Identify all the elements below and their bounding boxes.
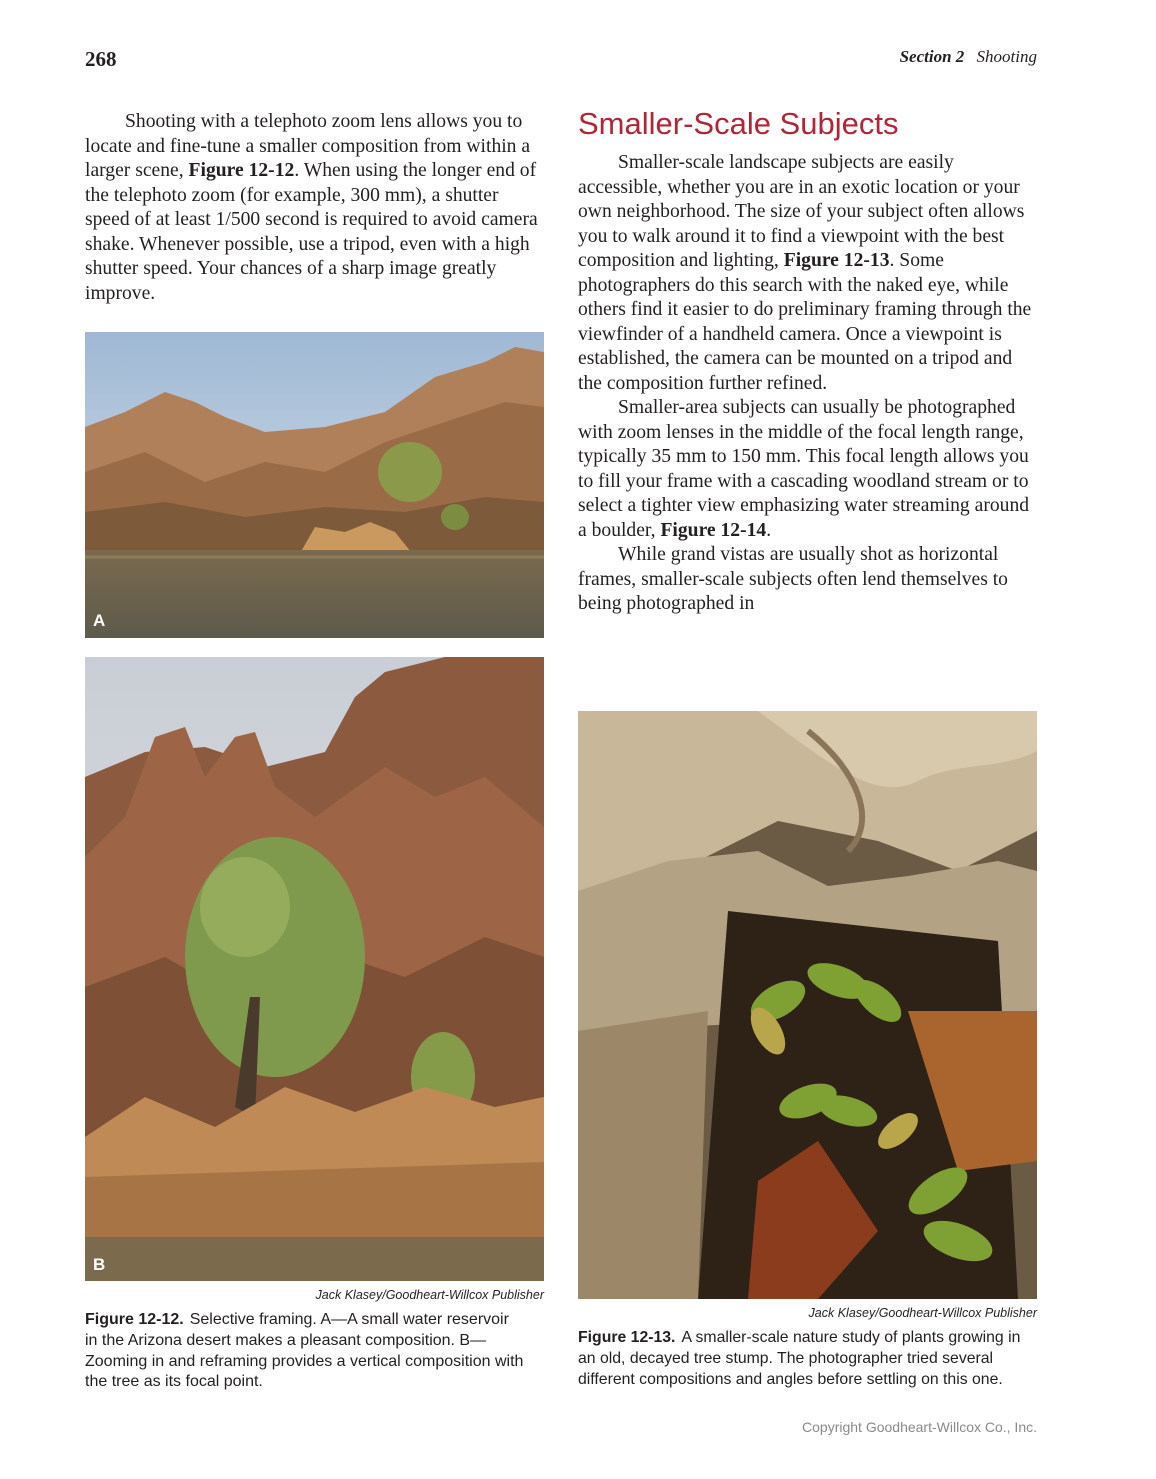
paragraph-text: While grand vistas are usually shot as horizontal frames, smaller-scale subjects often lend themselves to being photographed in: [578, 544, 1008, 614]
section-label: Section 2: [899, 47, 965, 66]
paragraph: [578, 396, 1038, 543]
caption-label: Figure 12-13.: [578, 1329, 676, 1346]
photo-tree-stump: [578, 711, 1037, 1299]
panel-label-b: B: [93, 1255, 106, 1274]
right-column-text: [578, 151, 1038, 617]
paragraph: [85, 110, 545, 306]
figure-reference: Figure 12-14: [660, 519, 767, 541]
caption-text: A smaller-scale nature study of plants growing in an old, decayed tree stump. The photographer tried several different compositions and angles before settling on this one.: [578, 1329, 1021, 1388]
left-column-text: [85, 110, 545, 306]
page-number: 268: [85, 47, 117, 71]
running-head: [900, 47, 1037, 67]
photo-credit: Jack Klasey/Goodheart-Willcox Publisher: [808, 1306, 1037, 1320]
paragraph-text: . Some photographers do this search with the naked eye, while others find it easier to do preliminary framing through the viewfinder of a handheld camera. Once a viewpoint is established, the camera can be mounted on a tripod and the composition further refined.: [578, 250, 1032, 394]
paragraph-text: Shooting with a telephoto zoom lens allows you to locate and fine-tune a smaller composition from within a larger scene,: [85, 111, 531, 181]
figure-caption: [85, 1310, 525, 1393]
paragraph-text: . When using the longer end of the telephoto zoom (for example, 300 mm), a shutter speed of at least 1/500 second is required to avoid camera shake. Whenever possible, use a tripod, even with a high shutter speed. Your chances of a sharp image greatly improve.: [85, 160, 538, 304]
section-title: Shooting: [976, 47, 1037, 66]
caption-label: Figure 12-12.: [85, 1311, 184, 1328]
figure-reference: Figure 12-13: [783, 250, 890, 271]
photo-credit: Jack Klasey/Goodheart-Willcox Publisher: [315, 1288, 544, 1302]
paragraph-text: .: [766, 519, 772, 541]
paragraph-text: Smaller-area subjects can usually be photographed with zoom lenses in the middle of the focal length range, typically 35 mm to 150 mm. This focal length allows you to fill your frame with a cascading woodland stream or to select a tighter view emphasizing water streaming around a boulder,: [578, 397, 1030, 541]
paragraph: [578, 543, 1038, 617]
paragraph-text: Smaller-scale landscape subjects are easily accessible, whether you are in an exotic location or your own neighborhood. The size of your subject often allows you to walk around it to find a viewpoint with the best composition and lighting,: [578, 152, 1025, 271]
section-heading: Smaller-Scale Subjects: [578, 106, 899, 141]
photo-reservoir-tree: [85, 657, 544, 1281]
photo-reservoir-wide: [85, 332, 544, 638]
panel-label-a: A: [93, 611, 106, 630]
copyright-notice: Copyright Goodheart-Willcox Co., Inc.: [802, 1419, 1037, 1435]
figure-reference: Figure 12-12: [188, 160, 295, 181]
figure-caption: [578, 1328, 1040, 1390]
caption-text: Selective framing. A—A small water reservoir in the Arizona desert makes a pleasant composition. B—Zooming in and reframing provides a vertical composition with the tree as its focal point.: [85, 1311, 524, 1391]
paragraph: [578, 151, 1038, 396]
